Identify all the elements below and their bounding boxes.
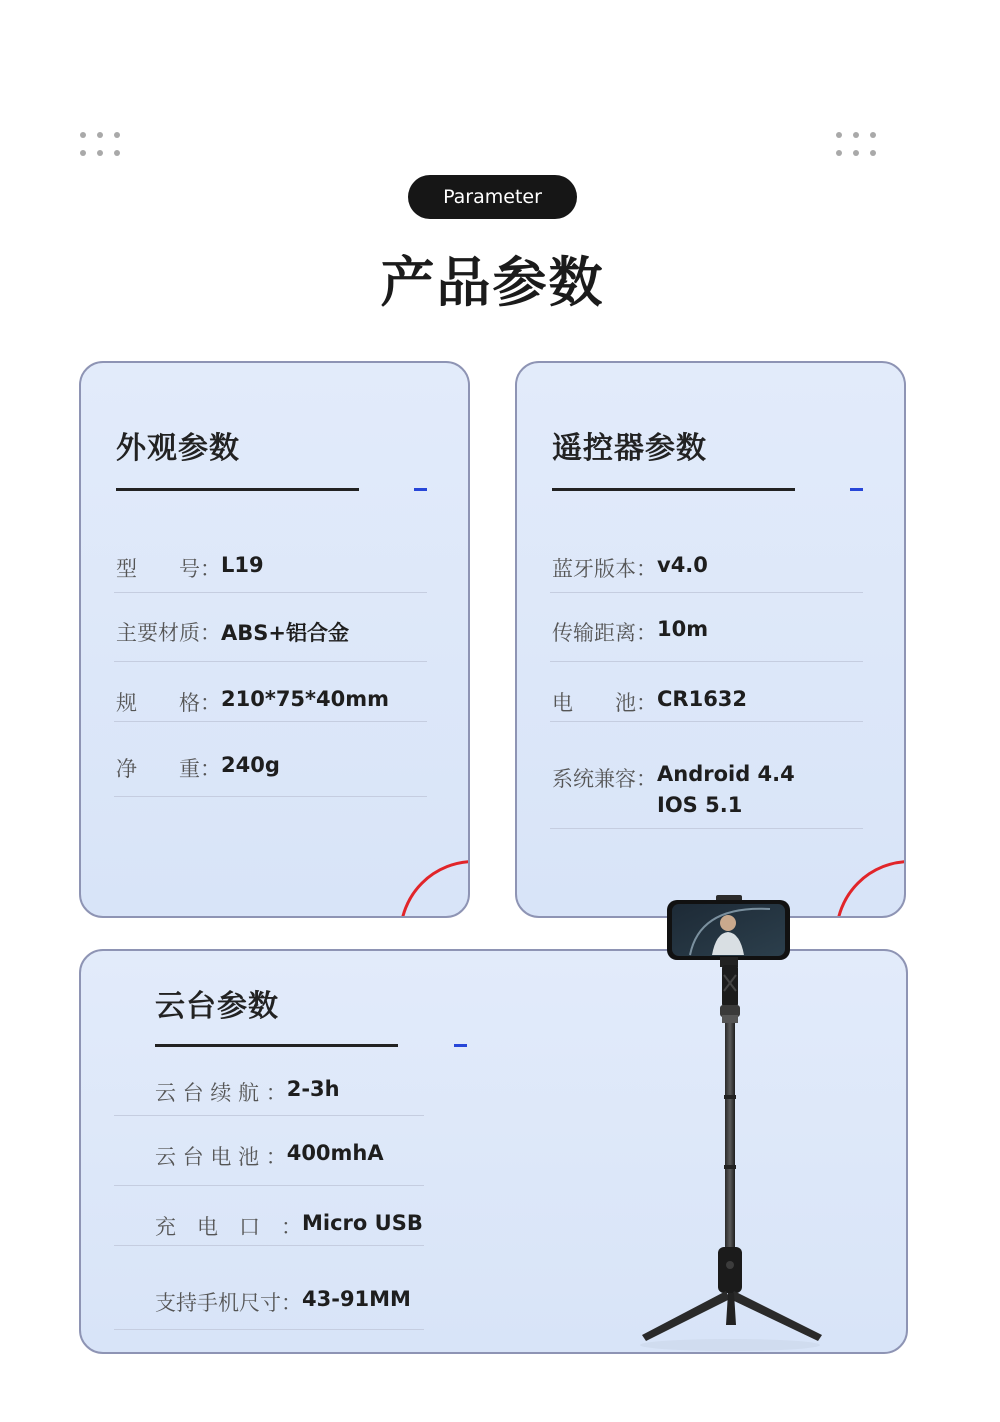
spec-row xyxy=(552,617,708,647)
divider xyxy=(550,721,863,722)
divider xyxy=(114,592,427,593)
divider xyxy=(114,1185,424,1186)
spec-label: 蓝牙版本： xyxy=(552,557,657,581)
divider xyxy=(114,1115,424,1116)
spec-label: 充 电 口 ： xyxy=(155,1215,302,1239)
spec-row xyxy=(552,687,747,717)
spec-value: 210*75*40mm xyxy=(221,687,390,711)
spec-value: ABS+铝合金 xyxy=(221,621,349,645)
spec-value: 400mhA xyxy=(286,1141,384,1165)
divider xyxy=(114,796,427,797)
card-title: 遥控器参数 xyxy=(552,431,707,466)
spec-value-secondary: IOS 5.1 xyxy=(657,793,743,817)
spec-row xyxy=(116,617,349,647)
title-underline xyxy=(155,1044,398,1047)
parameter-badge: Parameter xyxy=(408,175,577,219)
card-title: 云台参数 xyxy=(155,989,279,1024)
spec-label: 系统兼容： xyxy=(552,767,657,791)
spec-row xyxy=(552,553,708,583)
dots-decoration-right xyxy=(836,132,878,158)
decorative-arc xyxy=(835,860,906,918)
accent-dash xyxy=(454,1044,467,1047)
divider xyxy=(550,828,863,829)
spec-label: 电 池： xyxy=(552,691,657,715)
title-underline xyxy=(116,488,359,491)
spec-row xyxy=(116,553,264,583)
accent-dash xyxy=(414,488,427,491)
spec-label: 支持手机尺寸： xyxy=(155,1291,302,1315)
remote-card xyxy=(515,361,906,918)
divider xyxy=(114,661,427,662)
spec-value: Micro USB xyxy=(302,1211,423,1235)
spec-label: 型 号： xyxy=(116,557,221,581)
spec-row xyxy=(552,763,795,821)
card-title: 外观参数 xyxy=(116,431,240,466)
spec-value: CR1632 xyxy=(657,687,748,711)
spec-row xyxy=(116,753,280,783)
spec-value: v4.0 xyxy=(657,553,708,577)
spec-label: 云 台 续 航 ： xyxy=(155,1081,287,1105)
divider xyxy=(114,1245,424,1246)
spec-row xyxy=(155,1141,384,1171)
decorative-arc xyxy=(399,860,470,918)
spec-row xyxy=(155,1077,340,1107)
divider xyxy=(550,661,863,662)
spec-value: 43-91MM xyxy=(302,1287,411,1311)
spec-row xyxy=(116,687,389,717)
appearance-card xyxy=(79,361,470,918)
spec-label: 传输距离： xyxy=(552,621,657,645)
spec-value: Android 4.4 xyxy=(657,762,795,786)
divider xyxy=(114,1329,424,1330)
spec-row xyxy=(155,1211,423,1241)
spec-label: 净 重： xyxy=(116,757,221,781)
dots-decoration-left xyxy=(80,132,122,158)
spec-label: 主要材质： xyxy=(116,621,221,645)
spec-value: 2-3h xyxy=(286,1077,340,1101)
spec-value: L19 xyxy=(221,553,264,577)
spec-value: 240g xyxy=(221,753,280,777)
page-title: 产品参数 xyxy=(380,251,605,314)
spec-row xyxy=(155,1287,411,1317)
divider xyxy=(550,592,863,593)
spec-value: 10m xyxy=(657,617,709,641)
spec-label: 规 格： xyxy=(116,691,221,715)
spec-label: 云 台 电 池 ： xyxy=(155,1145,287,1169)
divider xyxy=(114,721,427,722)
accent-dash xyxy=(850,488,863,491)
selfie-stick-tripod-image xyxy=(630,895,830,1355)
title-underline xyxy=(552,488,795,491)
